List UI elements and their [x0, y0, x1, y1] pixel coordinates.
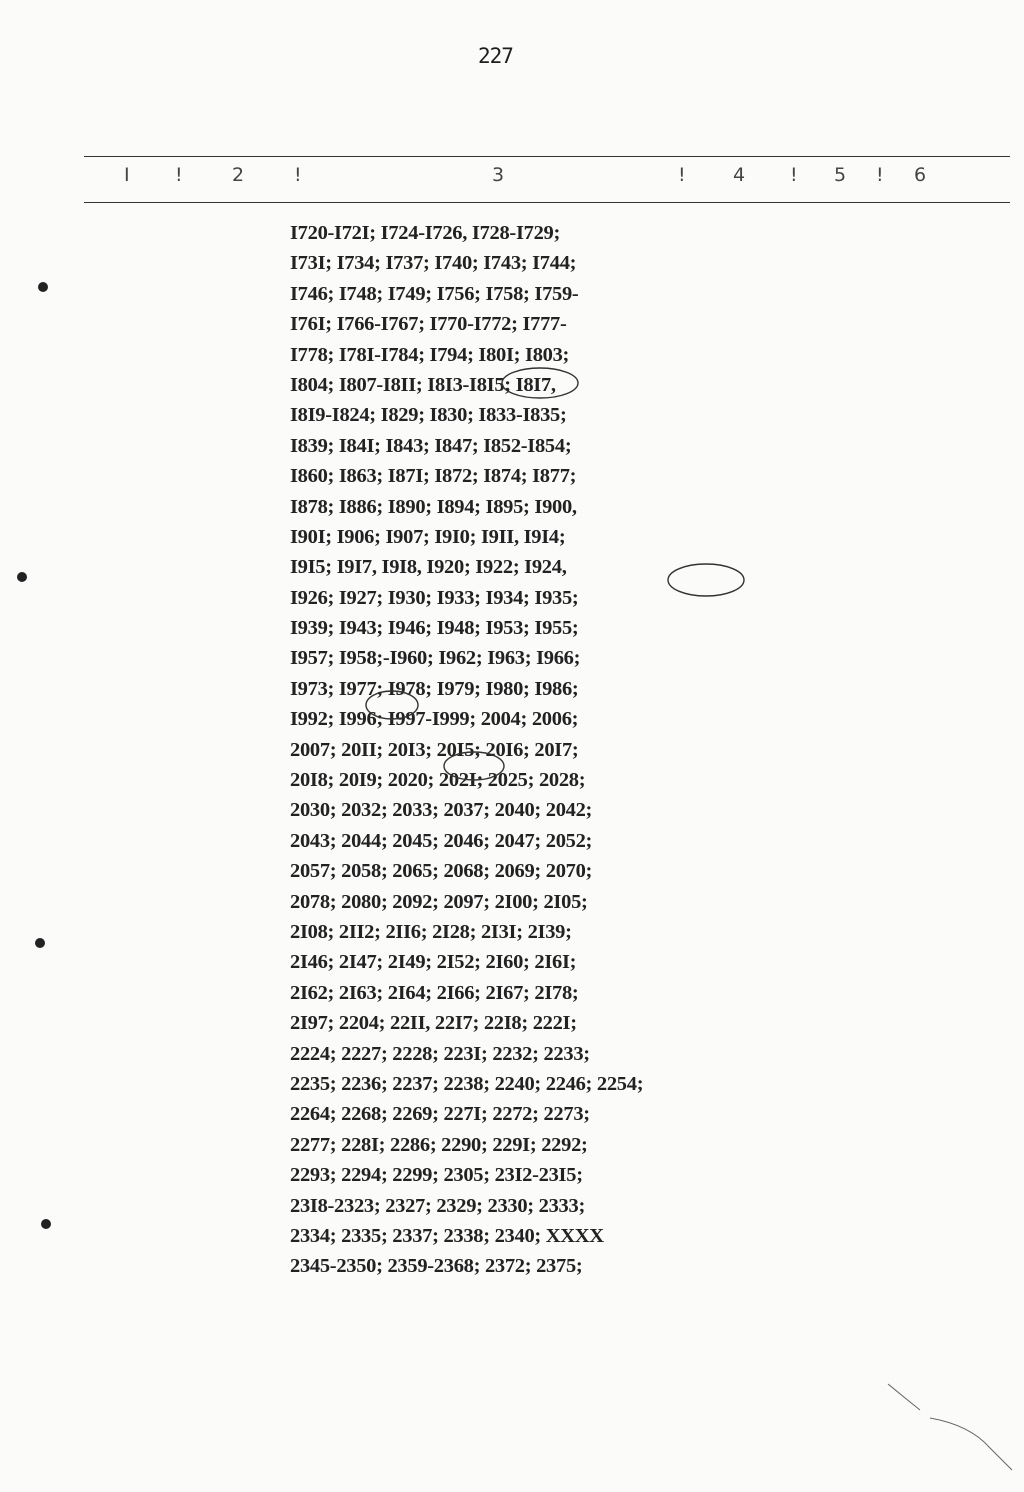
column-separator: !: [790, 164, 798, 186]
column-separator: !: [678, 164, 686, 186]
entry-line: 2I97; 2204; 22II, 22I7; 22I8; 222I;: [290, 1012, 577, 1035]
column-header-3: 3: [492, 164, 505, 186]
entry-line: I939; I943; I946; I948; I953; I955;: [290, 617, 579, 640]
entry-line: I8I9-I824; I829; I830; I833-I835;: [290, 404, 567, 427]
punch-hole-mark: [38, 282, 48, 292]
entry-line: I73I; I734; I737; I740; I743; I744;: [290, 252, 577, 275]
entry-line: 2I08; 2II2; 2II6; 2I28; 2I3I; 2I39;: [290, 920, 572, 943]
entry-line: I76I; I766-I767; I770-I772; I777-: [290, 313, 567, 336]
header-rule-top: [84, 156, 1010, 157]
entry-line: 2078; 2080; 2092; 2097; 2I00; 2I05;: [290, 890, 588, 913]
entry-line: 2I46; 2I47; 2I49; 2I52; 2I60; 2I6I;: [290, 951, 577, 974]
entry-line: I804; I807-I8II; I8I3-I8I5; I8I7,: [290, 373, 556, 396]
entry-line: 2030; 2032; 2033; 2037; 2040; 2042;: [290, 799, 593, 822]
column-header-6: 6: [914, 164, 927, 186]
punch-hole-mark: [41, 1219, 51, 1229]
entry-line: I973; I977; I978; I979; I980; I986;: [290, 677, 579, 700]
entry-line: I860; I863; I87I; I872; I874; I877;: [290, 465, 577, 488]
entry-line: 2235; 2236; 2237; 2238; 2240; 2246; 2254;: [290, 1072, 644, 1095]
punch-hole-mark: [17, 572, 27, 582]
entry-line: I778; I78I-I784; I794; I80I; I803;: [290, 343, 570, 366]
entry-line: 2345-2350; 2359-2368; 2372; 2375;: [290, 1255, 583, 1278]
entry-line: 2007; 20II; 20I3; 20I5; 20I6; 20I7;: [290, 738, 579, 761]
pencil-stroke: [930, 1418, 1012, 1470]
column-header-2: 2: [232, 164, 245, 186]
column-header-4: 4: [733, 164, 746, 186]
entry-list: [290, 218, 830, 1282]
column-header-1: I: [124, 164, 130, 186]
entry-line: I746; I748; I749; I756; I758; I759-: [290, 282, 579, 305]
pencil-stroke: [888, 1384, 920, 1410]
entry-line: I926; I927; I930; I933; I934; I935;: [290, 586, 579, 609]
entry-line: 20I8; 20I9; 2020; 202I; 2025; 2028;: [290, 769, 586, 792]
entry-line: 2I62; 2I63; 2I64; 2I66; 2I67; 2I78;: [290, 981, 579, 1004]
entry-line: I992; I996; I997-I999; 2004; 2006;: [290, 708, 579, 731]
page-number: 227: [478, 44, 513, 68]
entry-line: 2224; 2227; 2228; 223I; 2232; 2233;: [290, 1042, 590, 1065]
entry-line: 2264; 2268; 2269; 227I; 2272; 2273;: [290, 1103, 590, 1126]
column-separator: !: [876, 164, 884, 186]
column-separator: !: [294, 164, 302, 186]
entry-line: 2293; 2294; 2299; 2305; 23I2-23I5;: [290, 1164, 583, 1187]
entry-line: I839; I84I; I843; I847; I852-I854;: [290, 434, 572, 457]
entry-line: 2334; 2335; 2337; 2338; 2340; XXXX: [290, 1224, 604, 1247]
entry-line: 23I8-2323; 2327; 2329; 2330; 2333;: [290, 1194, 585, 1217]
entry-line: I9I5; I9I7, I9I8, I920; I922; I924,: [290, 556, 567, 579]
entry-line: I957; I958;-I960; I962; I963; I966;: [290, 647, 581, 670]
entry-line: I720-I72I; I724-I726, I728-I729;: [290, 222, 561, 244]
entry-line: I90I; I906; I907; I9I0; I9II, I9I4;: [290, 525, 566, 548]
entry-line: I878; I886; I890; I894; I895; I900,: [290, 495, 577, 518]
entry-line: 2043; 2044; 2045; 2046; 2047; 2052;: [290, 829, 593, 852]
column-separator: !: [175, 164, 183, 186]
column-header-5: 5: [834, 164, 847, 186]
entry-line: 2277; 228I; 2286; 2290; 229I; 2292;: [290, 1133, 588, 1156]
header-rule-bottom: [84, 202, 1010, 203]
punch-hole-mark: [35, 938, 45, 948]
entry-line: 2057; 2058; 2065; 2068; 2069; 2070;: [290, 860, 593, 883]
